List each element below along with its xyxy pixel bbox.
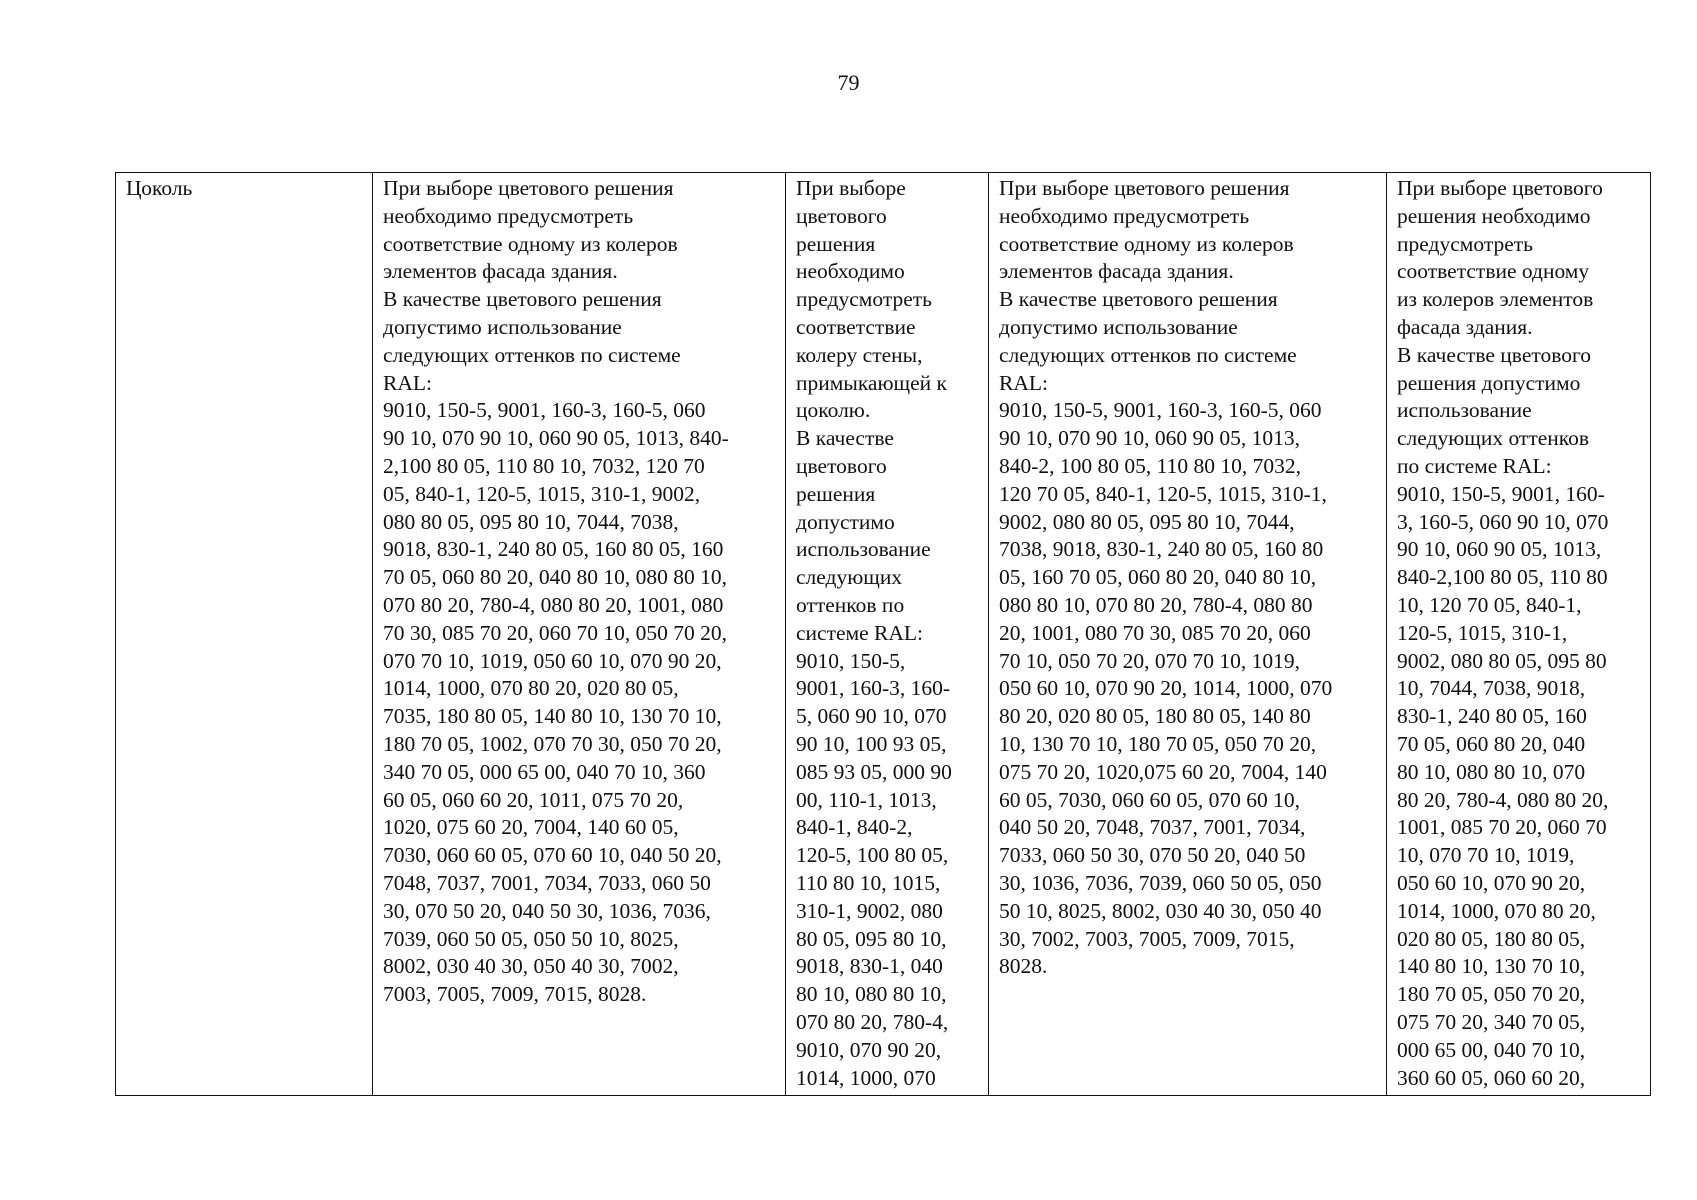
table-cell-col2: При выборе цветового решения необходимо предусмотреть соответствие одному из колеров элементов фасада здания. В качестве цветового решения допустимо использование следующих оттенков по системе RAL: 9010, 150-5, 9001, 160-3, 160-5, 060 90 10, 070 90 10, 060 90 05, 1013, 840- 2,100 80 05, 110 80 10, 7032, 120 70 05, 840-1, 120-5, 1015, 310-1, 9002, 080 80 05, 095 80 10, 7044, 7038, 9018, 830-1, 240 80 05, 160 80 05, 160 70 05, 060 80 20, 040 80 10, 080 80 10, 070 80 20, 780-4, 080 80 20, 1001, 080 70 30, 085 70 20, 060 70 10, 050 70 20, 070 70 10, 1019, 050 60 10, 070 90 20, 1014, 1000, 070 80 20, 020 80 05, 7035, 180 80 05, 140 80 10, 130 70 10, 180 70 05, 1002, 070 70 30, 050 70 20, 340 70 05, 000 65 00, 040 70 10, 360 60 05, 060 60 20, 1011, 075 70 20, 1020, 075 60 20, 7004, 140 60 05, 7030, 060 60 05, 070 60 10, 040 50 20, 7048, 7037, 7001, 7034, 7033, 060 50 30, 070 50 20, 040 50 30, 1036, 7036, 7039, 060 50 05, 050 50 10, 8025, 8002, 030 40 30, 050 40 30, 7002, 7003, 7005, 7009, 7015, 8028. <box>373 173 786 1096</box>
color-requirements-table <box>115 172 1651 1096</box>
table-cell-col5: При выборе цветового решения необходимо предусмотреть соответствие одному из колеров элементов фасада здания. В качестве цветового решения допустимо использование следующих оттенков по системе RAL: 9010, 150-5, 9001, 160- 3, 160-5, 060 90 10, 070 90 10, 060 90 05, 1013, 840-2,100 80 05, 110 80 10, 120 70 05, 840-1, 120-5, 1015, 310-1, 9002, 080 80 05, 095 80 10, 7044, 7038, 9018, 830-1, 240 80 05, 160 70 05, 060 80 20, 040 80 10, 080 80 10, 070 80 20, 780-4, 080 80 20, 1001, 085 70 20, 060 70 10, 070 70 10, 1019, 050 60 10, 070 90 20, 1014, 1000, 070 80 20, 020 80 05, 180 80 05, 140 80 10, 130 70 10, 180 70 05, 050 70 20, 075 70 20, 340 70 05, 000 65 00, 040 70 10, 360 60 05, 060 60 20, <box>1387 173 1651 1096</box>
element-name-cell: Цоколь <box>116 173 373 1096</box>
table-cell-col3: При выборе цветового решения необходимо предусмотреть соответствие колеру стены, примыкающей к цоколю. В качестве цветового решения допустимо использование следующих оттенков по системе RAL: 9010, 150-5, 9001, 160-3, 160- 5, 060 90 10, 070 90 10, 100 93 05, 085 93 05, 000 90 00, 110-1, 1013, 840-1, 840-2, 120-5, 100 80 05, 110 80 10, 1015, 310-1, 9002, 080 80 05, 095 80 10, 9018, 830-1, 040 80 10, 080 80 10, 070 80 20, 780-4, 9010, 070 90 20, 1014, 1000, 070 <box>786 173 989 1096</box>
table-cell-col4: При выборе цветового решения необходимо предусмотреть соответствие одному из колеров элементов фасада здания. В качестве цветового решения допустимо использование следующих оттенков по системе RAL: 9010, 150-5, 9001, 160-3, 160-5, 060 90 10, 070 90 10, 060 90 05, 1013, 840-2, 100 80 05, 110 80 10, 7032, 120 70 05, 840-1, 120-5, 1015, 310-1, 9002, 080 80 05, 095 80 10, 7044, 7038, 9018, 830-1, 240 80 05, 160 80 05, 160 70 05, 060 80 20, 040 80 10, 080 80 10, 070 80 20, 780-4, 080 80 20, 1001, 080 70 30, 085 70 20, 060 70 10, 050 70 20, 070 70 10, 1019, 050 60 10, 070 90 20, 1014, 1000, 070 80 20, 020 80 05, 180 80 05, 140 80 10, 130 70 10, 180 70 05, 050 70 20, 075 70 20, 1020,075 60 20, 7004, 140 60 05, 7030, 060 60 05, 070 60 10, 040 50 20, 7048, 7037, 7001, 7034, 7033, 060 50 30, 070 50 20, 040 50 30, 1036, 7036, 7039, 060 50 05, 050 50 10, 8025, 8002, 030 40 30, 050 40 30, 7002, 7003, 7005, 7009, 7015, 8028. <box>989 173 1387 1096</box>
table-row <box>116 173 1651 1096</box>
page-number: 79 <box>837 70 860 95</box>
